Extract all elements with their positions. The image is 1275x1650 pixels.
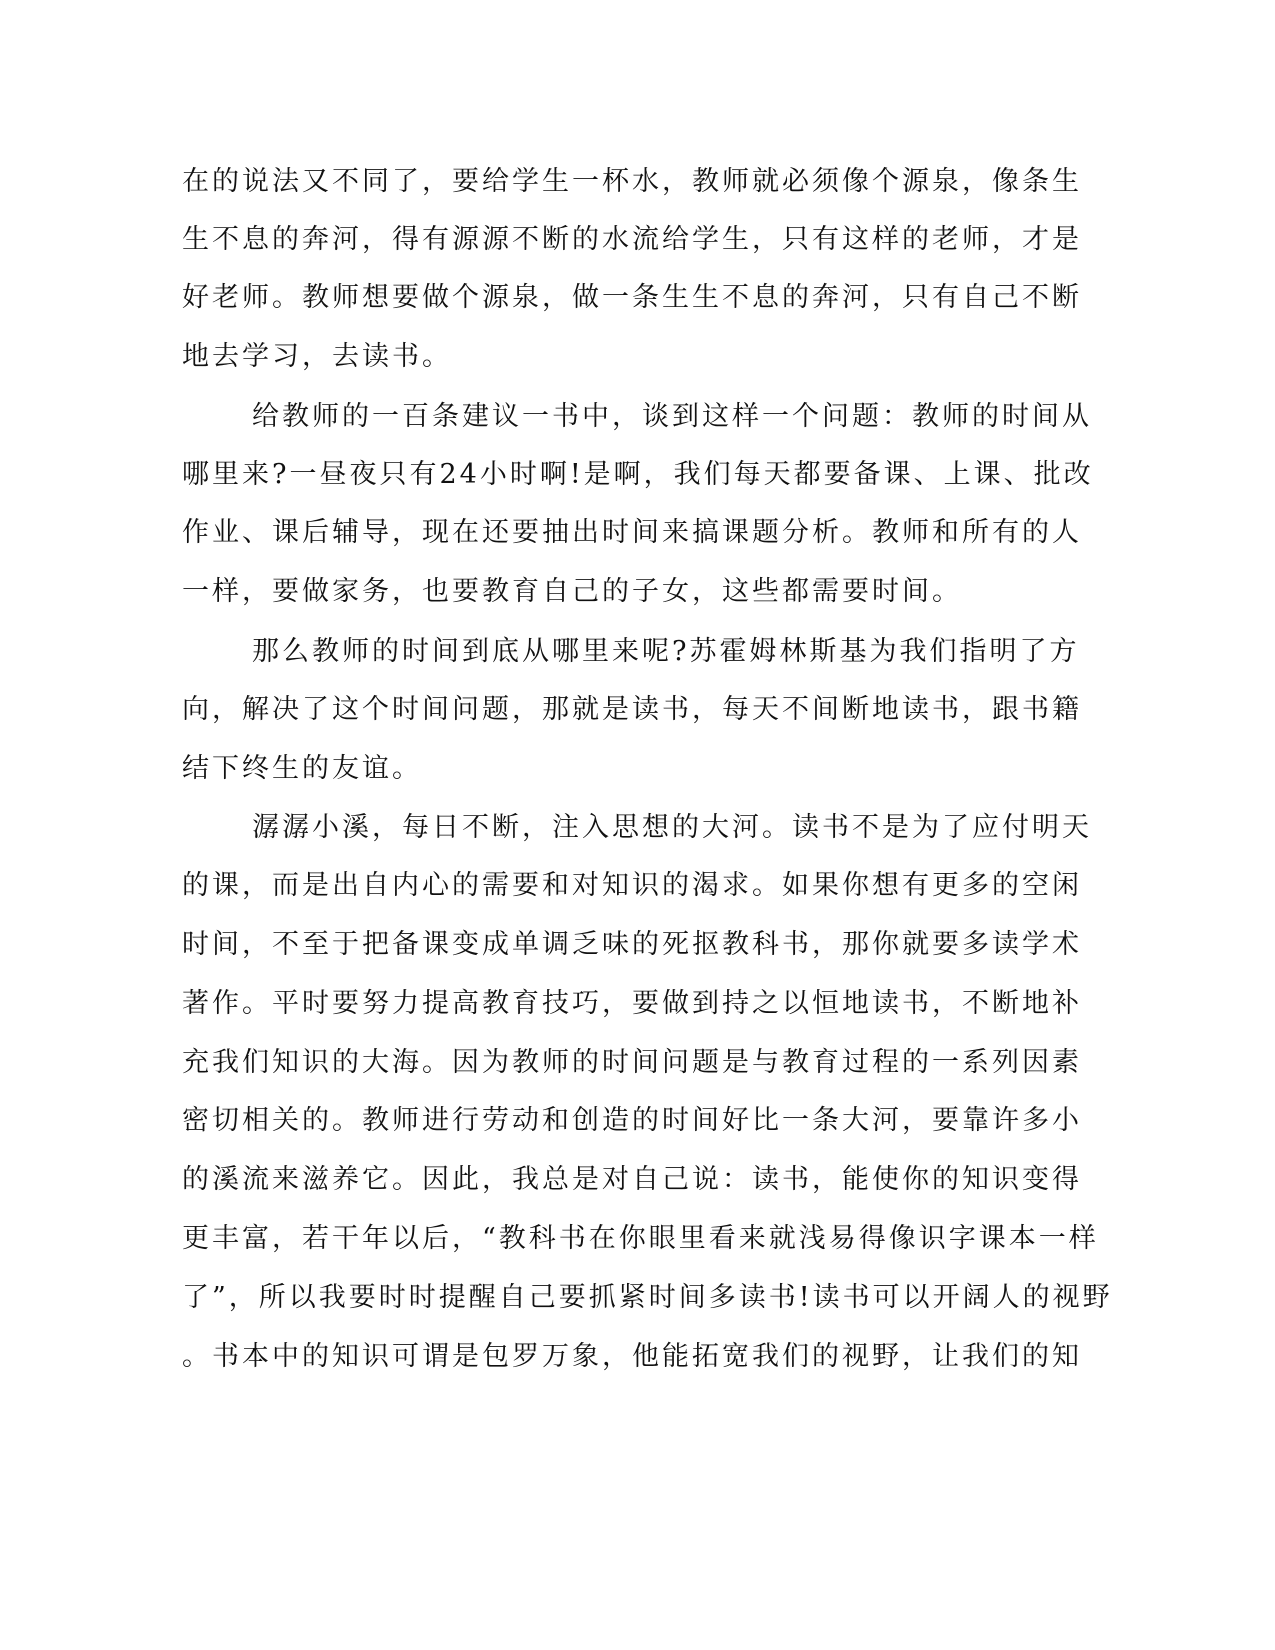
text-line: 著作。平时要努力提高教育技巧，要做到持之以恒地读书，不断地补 (182, 988, 1082, 1019)
text-line: 的课，而是出自内心的需要和对知识的渴求。如果你想有更多的空闲 (182, 870, 1082, 901)
text-line: 充我们知识的大海。因为教师的时间问题是与教育过程的一系列因素 (182, 1047, 1082, 1078)
text-line: 更丰富，若干年以后，“教科书在你眼里看来就浅易得像识字课本一样 (182, 1223, 1099, 1254)
paragraph-first-line: 给教师的一百条建议一书中，谈到这样一个问题：教师的时间从 (252, 401, 1092, 432)
text-line: 地去学习，去读书。 (182, 341, 452, 372)
text-line: 的溪流来滋养它。因此，我总是对自己说：读书，能使你的知识变得 (182, 1164, 1082, 1195)
text-line: 在的说法又不同了，要给学生一杯水，教师就必须像个源泉，像条生 (182, 166, 1082, 197)
text-line: 结下终生的友谊。 (182, 753, 422, 784)
text-line: 了”，所以我要时时提醒自己要抓紧时间多读书!读书可以开阔人的视野 (182, 1282, 1113, 1313)
text-line: 好老师。教师想要做个源泉，做一条生生不息的奔河，只有自己不断 (182, 282, 1082, 313)
text-line: 。书本中的知识可谓是包罗万象，他能拓宽我们的视野，让我们的知 (182, 1341, 1082, 1372)
paragraph-first-line: 潺潺小溪，每日不断，注入思想的大河。读书不是为了应付明天 (252, 812, 1092, 843)
text-line: 哪里来?一昼夜只有24小时啊!是啊，我们每天都要备课、上课、批改 (182, 459, 1094, 490)
paragraph-first-line: 那么教师的时间到底从哪里来呢?苏霍姆林斯基为我们指明了方 (252, 636, 1080, 667)
text-line: 密切相关的。教师进行劳动和创造的时间好比一条大河，要靠许多小 (182, 1105, 1082, 1136)
text-line: 时间，不至于把备课变成单调乏味的死抠教科书，那你就要多读学术 (182, 929, 1082, 960)
text-line: 作业、课后辅导，现在还要抽出时间来搞课题分析。教师和所有的人 (182, 517, 1082, 548)
text-line: 向，解决了这个时间问题，那就是读书，每天不间断地读书，跟书籍 (182, 694, 1082, 725)
text-line: 一样，要做家务，也要教育自己的子女，这些都需要时间。 (182, 576, 962, 607)
text-line: 生不息的奔河，得有源源不断的水流给学生，只有这样的老师，才是 (182, 224, 1082, 255)
